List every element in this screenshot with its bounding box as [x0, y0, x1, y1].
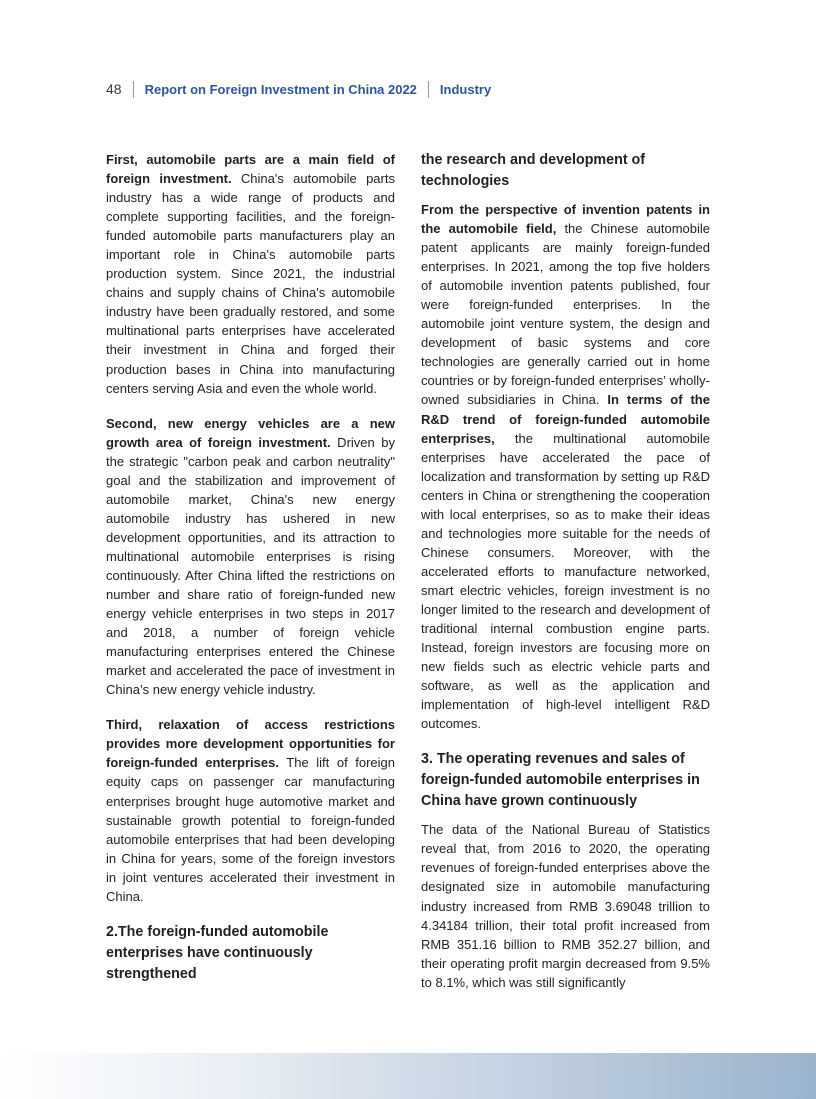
paragraph-lead: First, automobile parts are a main field of foreign investment. [106, 152, 395, 187]
paragraph-access-restrictions [106, 715, 395, 905]
paragraph-body: the Chinese automobile patent applicants are mainly foreign-funded enterprises. In 2021, among the top five holders of automobile invention patents published, four were foreign-funded enterprises. In the automobile joint venture system, the design and development of basic systems and core technologies are generally carried out in home countries or by foreign-funded enterprises’ wholly-owned subsidiaries in China. [421, 221, 710, 408]
paragraph-body: Driven by the strategic "carbon peak and carbon neutrality" goal and the stabilization and improvement of automobile market, China's new energy automobile industry has ushered in new development opportunities, and its attraction to multinational automobile enterprises is rising continuously. After China lifted the restrictions on number and share ratio of foreign-funded new energy vehicle enterprises in two steps in 2017 and 2018, a number of foreign vehicle manufacturing enterprises entered the Chinese market and accelerated the pace of investment in China’s new energy vehicle industry. [106, 434, 395, 698]
running-header [106, 79, 491, 99]
paragraph-lead-rd: In terms of the R&D trend of foreign-funded automobile enterprises, [421, 392, 710, 446]
header-divider [428, 81, 429, 98]
paragraph-body: The lift of foreign equity caps on passenger car manufacturing enterprises brought huge automotive market and sustainable growth potential to foreign-funded automobile enterprises that had been developing in China for years, some of the foreign investors in joint ventures accelerated their investment in China. [106, 755, 395, 904]
left-column [106, 150, 395, 985]
section-heading-2-continued: the research and development of technologies [421, 152, 646, 189]
paragraph-lead: Second, new energy vehicles are a new growth area of foreign investment. [106, 415, 395, 450]
paragraph-body: China's automobile parts industry has a wide range of products and complete supporting facilities, and the foreign-funded automobile parts manufacturers play an important role in China's automobile parts production system. Since 2021, the industrial chains and supply chains of China's automobile industry have been gradually restored, and some multinational parts enterprises have accelerated their investment in China and forged their production bases in China into manufacturing centers serving Asia and even the whole world. [106, 171, 395, 396]
report-title: Report on Foreign Investment in China 2022 [144, 81, 417, 97]
page-number: 48 [106, 81, 122, 97]
paragraph-lead: Third, relaxation of access restrictions provides more development opportunities for foreign-funded enterprises. [106, 717, 395, 771]
section-heading-2: 2.The foreign-funded automobile enterprises have continuously strengthened [106, 923, 329, 982]
paragraph-lead: From the perspective of invention patents in the automobile field, [421, 202, 710, 237]
paragraph-patents [421, 200, 710, 733]
paragraph-revenues: The data of the National Bureau of Statistics reveal that, from 2016 to 2020, the operating revenues of foreign-funded enterprises above the designated size in automobile manufacturing industry increased from RMB 3.69048 trillion to 4.34184 trillion, their total profit increased from RMB 351.16 billion to RMB 352.27 billion, and their operating profit margin decreased from 9.5% to 8.1%, which was still significantly [421, 822, 710, 990]
section-heading-3: 3. The operating revenues and sales of foreign-funded automobile enterprises in China have grown continuously [421, 751, 700, 810]
paragraph-auto-parts [106, 150, 395, 398]
section-name: Industry [439, 81, 492, 97]
paragraph-body: the multinational automobile enterprises have accelerated the pace of localization and transformation by setting up R&D centers in China or strengthening the cooperation with local enterprises, so as to make their ideas and technologies more suitable for the needs of Chinese consumers. Moreover, with the accelerated efforts to manufacture networked, smart electric vehicles, foreign investment is no longer limited to the research and development of traditional internal combustion engine parts. Instead, foreign investors are focusing more on new fields such as electric vehicle parts and software, as well as the application and implementation of high-level intelligent R&D outcomes. [421, 430, 710, 732]
paragraph-new-energy [106, 414, 395, 700]
header-divider [133, 81, 134, 98]
footer-gradient-band [0, 1053, 816, 1099]
right-column [421, 150, 710, 992]
